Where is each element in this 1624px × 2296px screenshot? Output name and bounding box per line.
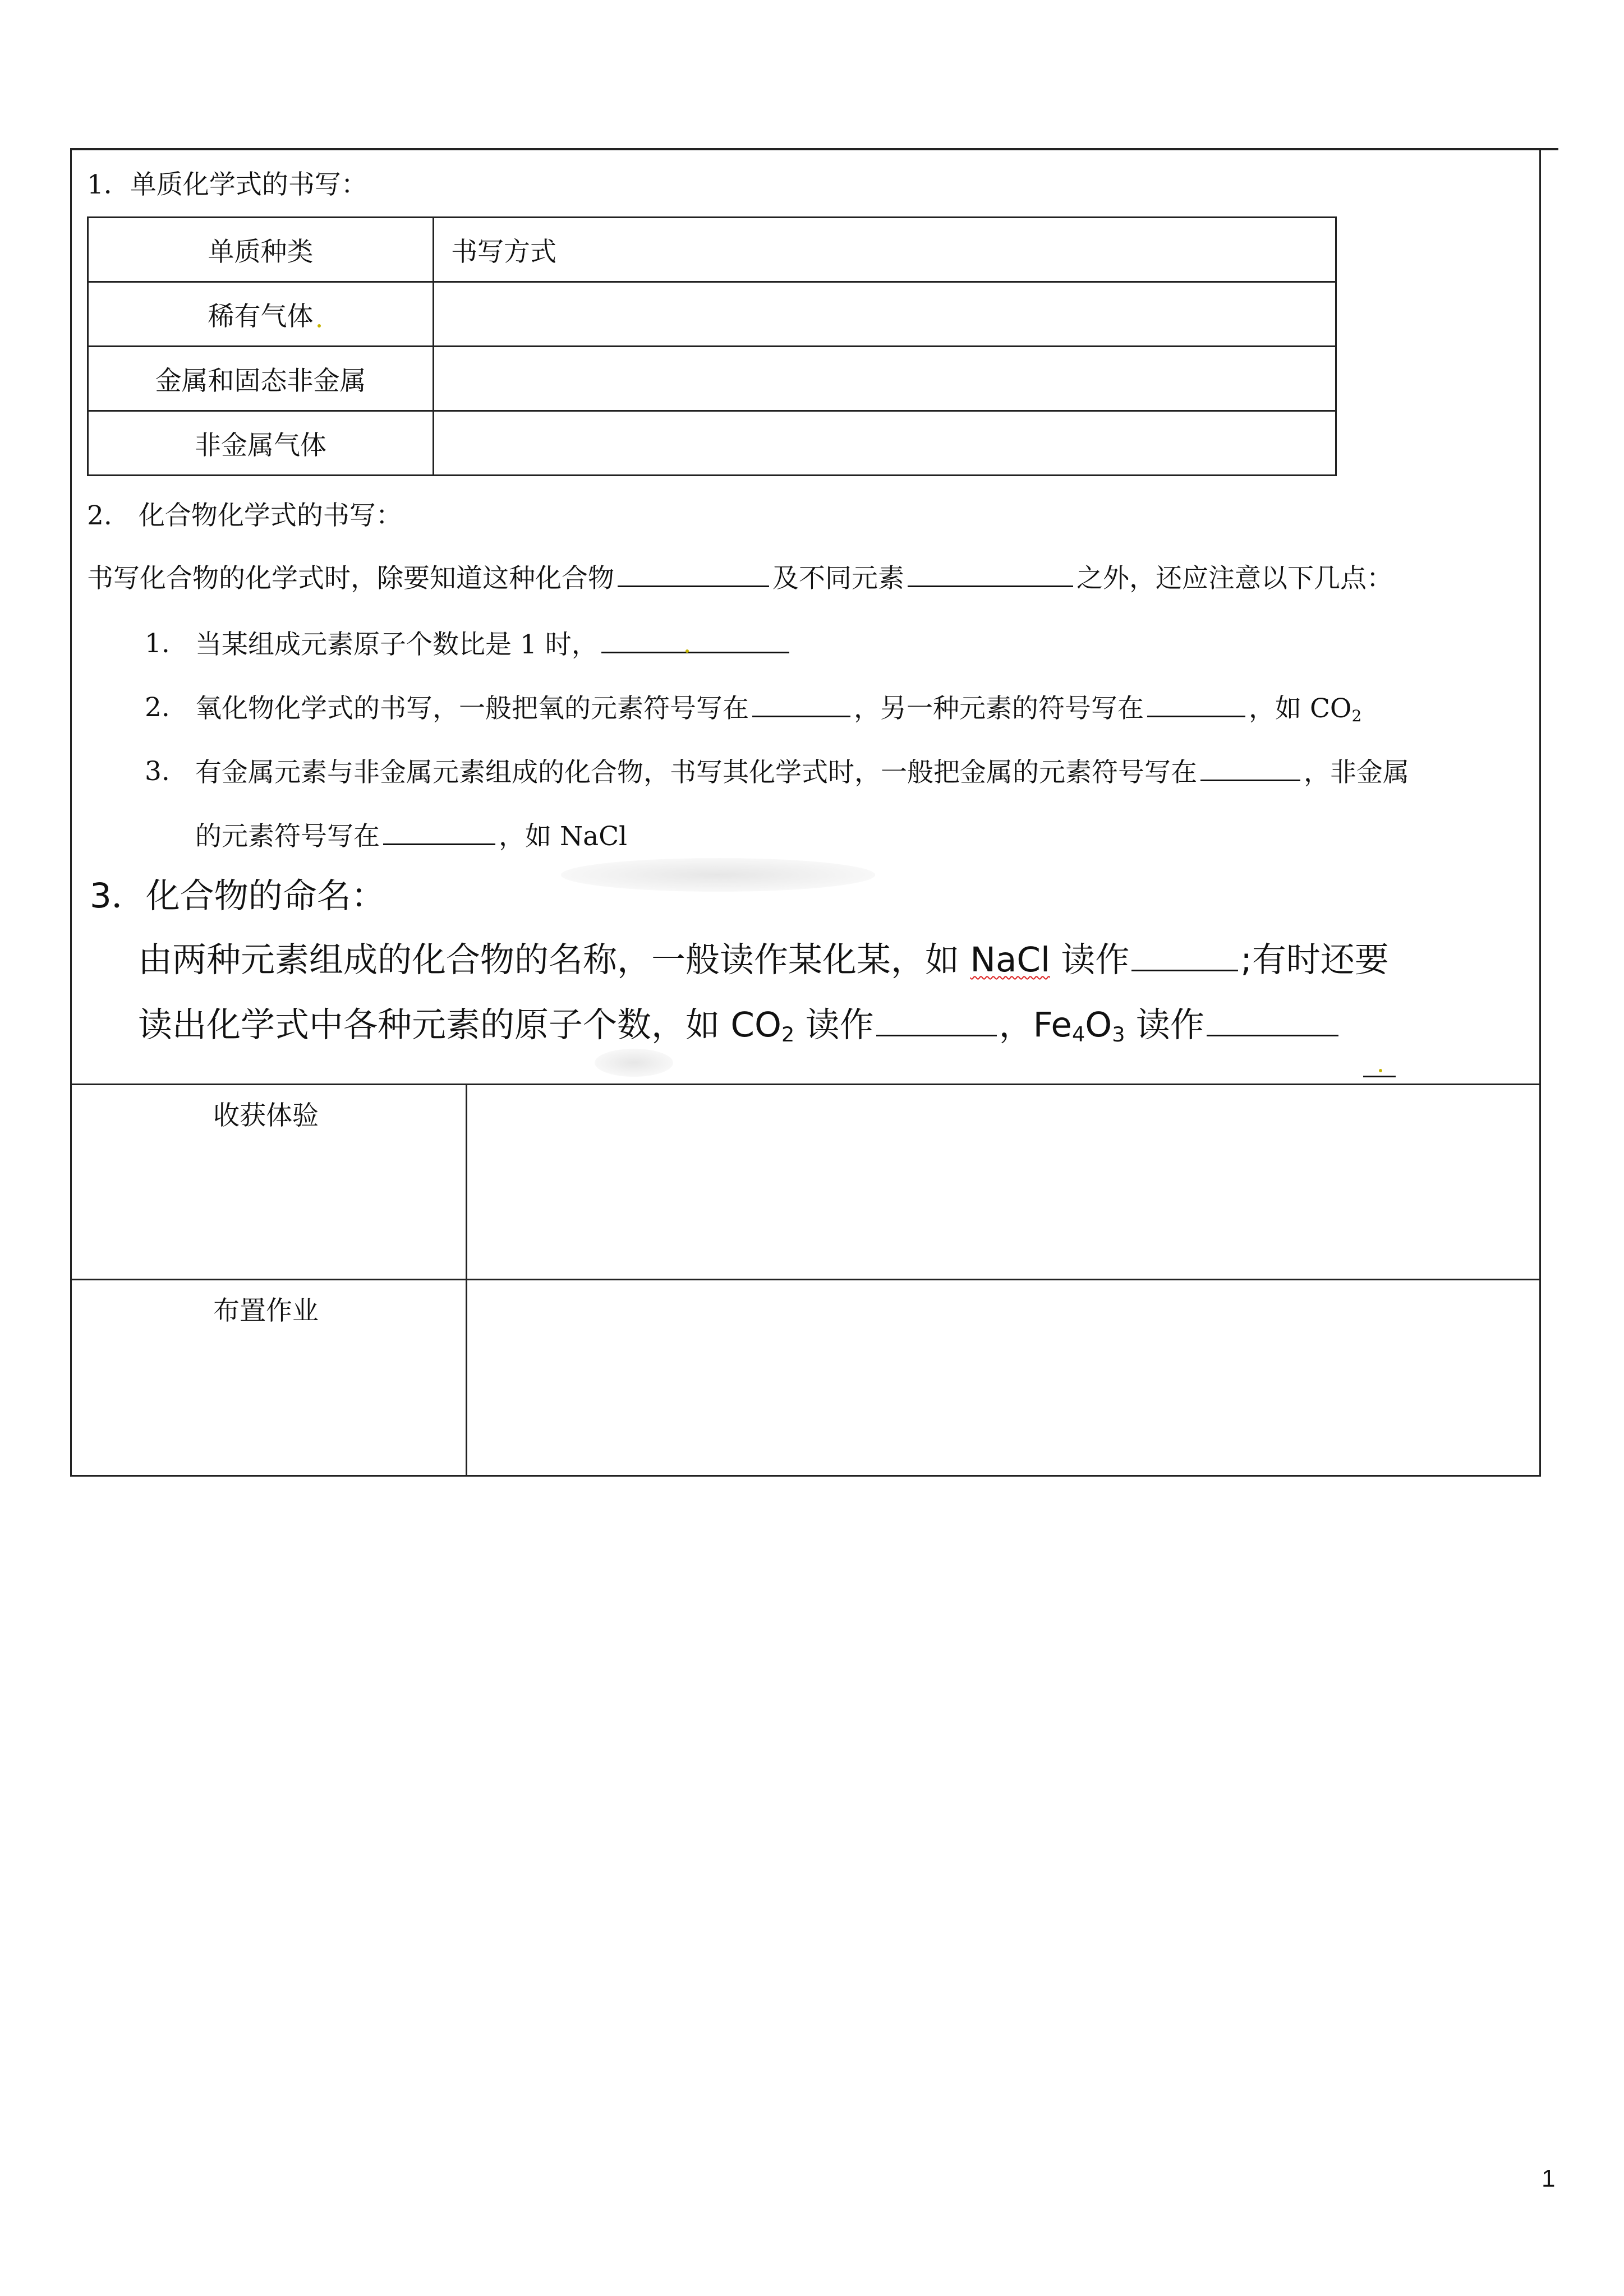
line2-text-a: 读出化学式中各种元素的原子个数，如 CO — [138, 1005, 781, 1045]
line2-text-c: ，Fe — [999, 1005, 1072, 1045]
item2-text-c: ，如 CO — [1249, 693, 1352, 724]
intro-text-a: 书写化合物的化学式时，除要知道这种化合物 — [87, 563, 614, 594]
section3-heading: 3．化合物的命名： — [90, 876, 385, 916]
blank-item1[interactable] — [601, 627, 789, 653]
divider-homework — [70, 1279, 1539, 1280]
item1-number: 1. — [145, 628, 170, 659]
blank-item3-metal-position[interactable] — [1200, 755, 1300, 781]
fe-subscript: 4 — [1071, 1022, 1085, 1047]
item2-number: 2. — [145, 692, 170, 723]
stray-dot — [318, 324, 321, 328]
section1-heading: 1．单质化学式的书写： — [87, 169, 367, 200]
stray-underline — [1363, 1076, 1396, 1077]
table-cell-kind: 非金属气体 — [88, 411, 434, 476]
item1-text: 当某组成元素原子个数比是 1 时， — [195, 629, 598, 660]
table-row — [88, 218, 1336, 282]
blank-compound-composition[interactable] — [618, 561, 769, 587]
line1-text-a: 由两种元素组成的化合物的名称，一般读作某化某，如 — [138, 940, 970, 980]
table-row — [88, 411, 1336, 476]
intro-text-c: 之外，还应注意以下几点： — [1076, 563, 1393, 594]
item2-text-a: 氧化物化学式的书写，一般把氧的元素符号写在 — [195, 693, 749, 724]
item2-subscript: 2 — [1351, 707, 1362, 726]
section3-line1 — [138, 940, 1389, 980]
blank-nacl-name[interactable] — [1131, 940, 1238, 971]
item3 — [195, 755, 1409, 790]
item2 — [195, 691, 1361, 733]
intro-text-b: 及不同元素 — [772, 563, 904, 594]
blank-co2-name[interactable] — [876, 1006, 997, 1036]
stray-dot — [1379, 1069, 1382, 1072]
item2-text-b: ，另一种元素的符号写在 — [854, 693, 1144, 724]
table-cell-method[interactable] — [434, 411, 1336, 476]
blank-element-valence[interactable] — [908, 561, 1073, 587]
label-column-divider — [466, 1084, 467, 1475]
item3-text-a: 有金属元素与非金属元素组成的化合物，书写其化学式时，一般把金属的元素符号写在 — [195, 757, 1197, 788]
reflection-label: 收获体验 — [213, 1100, 319, 1131]
reflection-content-cell[interactable] — [469, 1086, 1535, 1276]
co2-subscript: 2 — [781, 1022, 795, 1047]
item3-number: 3. — [145, 756, 170, 787]
blank-fe4o3-name[interactable] — [1207, 1006, 1338, 1036]
item1 — [195, 627, 793, 662]
table-cell-method[interactable] — [434, 347, 1336, 411]
scan-smudge — [561, 858, 875, 892]
table-row — [88, 282, 1336, 347]
page-number: 1 — [1542, 2165, 1556, 2192]
divider-reflection — [70, 1084, 1539, 1085]
table-header-kind: 单质种类 — [88, 218, 434, 282]
blank-item2-other-position[interactable] — [1147, 691, 1245, 717]
item3-text-c: 的元素符号写在 — [195, 821, 380, 852]
o-subscript: 3 — [1112, 1022, 1125, 1047]
item3-text-d: ，如 NaCl — [499, 821, 628, 852]
section2-heading: 2. 化合物化学式的书写： — [87, 500, 402, 531]
table-row — [88, 347, 1336, 411]
line2-text-e: 读作 — [1125, 1005, 1204, 1045]
stray-dot — [686, 649, 689, 653]
line1-text-c: ;有时还要 — [1240, 940, 1389, 980]
blank-item2-oxygen-position[interactable] — [752, 691, 850, 717]
section3-line2 — [138, 1005, 1341, 1055]
element-kinds-table — [87, 216, 1337, 476]
table-cell-kind: 稀有气体 — [88, 282, 434, 347]
item3-text-b: ，非金属 — [1304, 757, 1409, 788]
table-header-method: 书写方式 — [434, 218, 1336, 282]
nacl-formula: NaCl — [970, 940, 1050, 980]
line2-text-d: O — [1085, 1005, 1112, 1045]
homework-label: 布置作业 — [213, 1295, 319, 1326]
line2-text-b: 读作 — [794, 1005, 874, 1045]
line1-text-b: 读作 — [1050, 940, 1130, 980]
blank-item3-nonmetal-position[interactable] — [383, 819, 495, 845]
table-cell-method[interactable] — [434, 282, 1336, 347]
table-cell-kind: 金属和固态非金属 — [88, 347, 434, 411]
homework-content-cell[interactable] — [469, 1281, 1535, 1473]
section2-intro — [87, 561, 1393, 596]
item3-continued — [195, 819, 627, 854]
